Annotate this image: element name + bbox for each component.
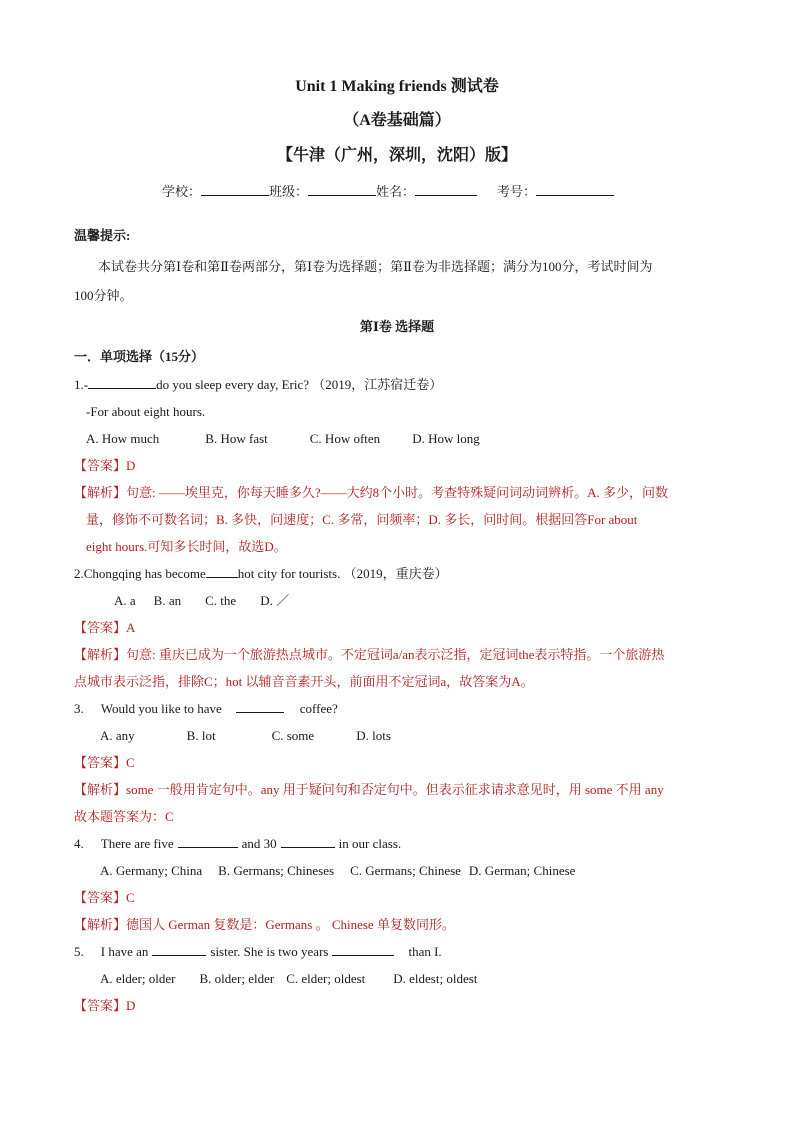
answer-blank [206,565,238,578]
option-a: A. elder; older [100,971,176,986]
notice-line-2: 100分钟。 [74,288,133,303]
question-3-analysis-1: 【解析】some 一般用肯定句中。any 用于疑问句和否定句中。但表示征求请求意见时，用 some 不用 any [74,782,664,797]
answer-blank-1 [178,835,238,848]
answer-blank-2 [332,943,394,956]
question-4-analysis-1: 【解析】德国人 German 复数是：Germans 。 Chinese 单复数同形。 [74,917,455,932]
answer-blank [236,700,284,713]
page-title: Unit 1 Making friends 测试卷 [295,78,499,95]
edition-label: 【牛津（广州，深圳，沈阳）版】 [276,147,517,164]
question-1-options [86,430,480,448]
option-a: A. How much [86,431,160,446]
name-blank [415,183,477,196]
question-3-stem: 3. Would you like to have coffee? [74,701,338,716]
question-1-analysis-3: eight hours.可知多长时间，故选D。 [86,539,287,554]
question-4-stem: 4. There are five and 30 in our class. [74,836,402,851]
option-c: C. some [271,728,315,743]
name-label: 姓名： [376,184,416,199]
option-d: D. lots [356,728,391,743]
option-a: A. a [114,593,136,608]
option-c: C. elder; oldest [286,971,366,986]
page-subtitle: （A卷基础篇） [343,112,451,129]
option-b: B. lot [186,728,216,743]
notice-label: 温馨提示: [74,228,131,243]
option-b: B. an [153,593,182,608]
option-b: B. older; elder [199,971,275,986]
option-d: D. eldest; oldest [393,971,478,986]
question-2-options [114,592,289,610]
question-3-answer: 【答案】C [74,755,135,770]
question-3-analysis-2: 故本题答案为：C [74,809,174,824]
question-2-stem: 2.Chongqing has become hot city for tourists. （2019，重庆卷） [74,566,448,581]
option-c: C. the [205,593,237,608]
option-a: A. any [100,728,135,743]
question-1-stem: 1.- do you sleep every day, Eric? （2019，江苏宿迁卷） [74,377,443,392]
option-d: D. ／ [260,593,290,608]
question-4-answer: 【答案】C [74,890,135,905]
notice-line-1: 本试卷共分第Ⅰ卷和第Ⅱ卷两部分，第Ⅰ卷为选择题；第Ⅱ卷为非选择题；满分为100分，考试时间为 [98,259,653,274]
option-d: D. How long [412,431,480,446]
student-info-row [162,183,614,201]
answer-blank-1 [152,943,206,956]
option-b: B. How fast [205,431,268,446]
option-c: C. How often [309,431,381,446]
school-label: 学校： [162,184,202,199]
question-2-analysis-2: 点城市表示泛指，排除C；hot 以辅音音素开头，前面用不定冠词a，故答案为A。 [74,674,534,689]
question-2-analysis-1: 【解析】句意: 重庆已成为一个旅游热点城市。不定冠词a/an表示泛指，定冠词the表示特指。一个旅游热 [74,647,665,662]
question-1-analysis-1: 【解析】句意: ——埃里克，你每天睡多久?——大约8个小时。考查特殊疑问词动词辨析。A. 多少，问数 [74,485,669,500]
question-5-answer: 【答案】D [74,998,136,1013]
section1-title: 一．单项选择（15分） [74,349,205,364]
question-5-options [100,970,477,988]
question-1-reply: -For about eight hours. [86,404,206,419]
question-1-analysis-2: 量，修饰不可数名词；B. 多快，问速度；C. 多常，问频率；D. 多长，问时间。根据回答For about [86,512,638,527]
exam-no-blank [536,183,614,196]
option-b: B. Germans; Chineses [218,863,335,878]
school-blank [201,183,269,196]
class-label: 班级： [269,184,309,199]
question-3-options [100,727,391,745]
question-5-stem: 5. I have an sister. She is two years than I. [74,944,442,959]
answer-blank-2 [281,835,335,848]
option-c: C. Germans; Chinese [350,863,461,878]
question-4-options [100,862,575,880]
question-1-answer: 【答案】D [74,458,136,473]
class-blank [308,183,376,196]
answer-blank [88,376,156,389]
option-a: A. Germany; China [100,863,203,878]
part1-title: 第Ⅰ卷 选择题 [359,319,435,334]
option-d: D. German; Chinese [468,863,576,878]
question-2-answer: 【答案】A [74,620,136,635]
exam-no-label: 考号： [497,184,537,199]
